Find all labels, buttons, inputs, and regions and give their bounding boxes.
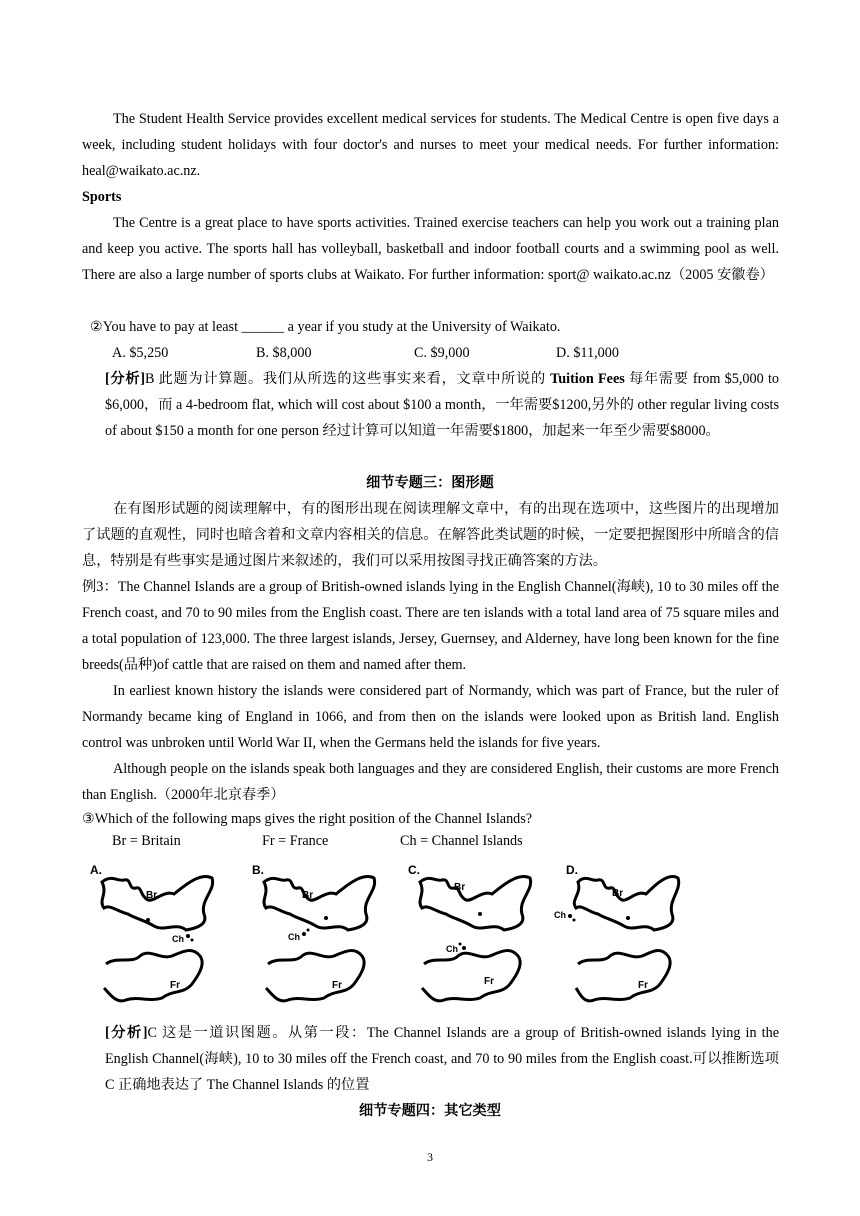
q2-option-c: C. $9,000 bbox=[414, 345, 470, 361]
map-a-letter: A. bbox=[90, 863, 102, 877]
example3-paragraph3: Although people on the islands speak both languages and they are considered English, their customs are more French than English.（2000年北京春季） bbox=[82, 761, 779, 803]
map-d-br-label: Br bbox=[612, 888, 624, 899]
section3-intro: 在有图形试题的阅读理解中，有的图形出现在阅读理解文章中，有的出现在选项中，这些图片的出现增加了试题的直观性，同时也暗含着和文章内容相关的信息。在解答此类试题的时候，一定要把握图形中所暗含的信息，特别是有些事实是通过图片来叙述的，我们可以采用按图寻找正确答案的方法。 bbox=[82, 501, 779, 569]
question-3: ③Which of the following maps gives the right position of the Channel Islands? bbox=[82, 811, 533, 827]
map-a-london-dot bbox=[146, 918, 150, 922]
analysis-text: C 这是一道识图题。从第一段：The Channel Islands are a group of British-owned islands lying in the English Channel(海峡), 10 to 30 miles off the French coast, and 70 to 90 miles from the English coast.可以推断选项 C 正确地表达了 The Channel Islands 的位置 bbox=[105, 1025, 780, 1093]
map-a-island-dot bbox=[191, 939, 194, 942]
france-outline bbox=[266, 951, 364, 1001]
map-a-ch-label: Ch bbox=[172, 934, 184, 944]
legend-channel-islands: Ch = Channel Islands bbox=[400, 833, 523, 849]
section3-heading: 细节专题三：图形题 bbox=[366, 475, 494, 491]
q2-analysis bbox=[105, 366, 779, 444]
france-outline bbox=[576, 951, 670, 1001]
map-d-island-dot bbox=[573, 919, 576, 922]
section4-heading: 细节专题四：其它类型 bbox=[359, 1103, 501, 1119]
q2-option-b: B. $8,000 bbox=[256, 345, 312, 361]
map-b-fr-label: Fr bbox=[332, 980, 342, 991]
map-c-ch-label: Ch bbox=[446, 944, 458, 954]
analysis-text-bold: Tuition Fees bbox=[550, 371, 625, 387]
map-a-fr-label: Fr bbox=[170, 980, 180, 991]
sports-heading: Sports bbox=[82, 189, 122, 205]
map-c-br-label: Br bbox=[454, 882, 466, 893]
map-b bbox=[250, 860, 384, 1006]
example3-paragraph2: In earliest known history the islands were considered part of Normandy, which was part of France, but the ruler of Normandy became king of England in 1066, and from then on the islands were looked upon as British land. English control was unbroken until World War II, when the Germans held the islands for five years. bbox=[82, 683, 779, 751]
map-d-letter: D. bbox=[566, 863, 578, 877]
france-outline bbox=[422, 951, 520, 1001]
map-c bbox=[406, 860, 540, 1006]
question-2: ②You have to pay at least ______ a year if you study at the University of Waikato. bbox=[90, 319, 561, 335]
map-b-br-label: Br bbox=[302, 890, 314, 901]
britain-outline bbox=[102, 877, 213, 930]
health-paragraph: The Student Health Service provides excellent medical services for students. The Medical Centre is open five days a week, including student holidays with four doctor's and nurses to meet your medical needs. For further information: heal@waikato.ac.nz. bbox=[82, 111, 779, 179]
map-c-island-dot bbox=[459, 943, 462, 946]
map-d-ch-label: Ch bbox=[554, 910, 566, 920]
map-b-london-dot bbox=[324, 916, 328, 920]
legend-france: Fr = France bbox=[262, 833, 329, 849]
sports-paragraph: The Centre is a great place to have sports activities. Trained exercise teachers can help you work out a training plan and keep you active. The sports hall has volleyball, basketball and indoor football courts and a swimming pool as well. There are also a large number of sports clubs at Waikato. For further information: sport@ waikato.ac.nz（2005 安徽卷） bbox=[82, 215, 779, 283]
map-d-fr-label: Fr bbox=[638, 980, 648, 991]
q2-option-a: A. $5,250 bbox=[112, 345, 169, 361]
map-d bbox=[552, 860, 686, 1006]
britain-outline bbox=[264, 877, 375, 930]
britain-outline bbox=[420, 877, 531, 930]
map-c-fr-label: Fr bbox=[484, 976, 494, 987]
analysis-tag: [分析] bbox=[105, 1025, 148, 1041]
map-d-london-dot bbox=[626, 916, 630, 920]
map-b-letter: B. bbox=[252, 863, 264, 877]
example3-paragraph1: 例3：The Channel Islands are a group of British-owned islands lying in the English Channel(海峡), 10 to 30 miles off the French coast, and 70 to 90 miles from the English coast. There are ten islands with a total land area of 75 square miles and a total population of 123,000. The three largest islands, Jersey, Guernsey, and Alderney, have long been known for the fine breeds(品种)of cattle that are raised on them and named after them. bbox=[82, 579, 779, 673]
q3-analysis bbox=[105, 1020, 779, 1098]
legend-britain: Br = Britain bbox=[112, 833, 181, 849]
map-a-br-label: Br bbox=[146, 890, 158, 901]
analysis-tag: [分析] bbox=[105, 371, 145, 387]
map-c-islands bbox=[462, 946, 466, 950]
map-a bbox=[88, 860, 222, 1006]
map-b-islands bbox=[302, 932, 306, 936]
page-number: 3 bbox=[427, 1150, 433, 1164]
map-b-island-dot bbox=[307, 929, 310, 932]
map-c-letter: C. bbox=[408, 863, 420, 877]
q2-option-d: D. $11,000 bbox=[556, 345, 619, 361]
analysis-text-pre: B 此题为计算题。我们从所选的这些事实来看，文章中所说的 bbox=[144, 371, 551, 387]
map-c-london-dot bbox=[478, 912, 482, 916]
map-d-islands bbox=[568, 914, 572, 918]
map-a-islands bbox=[186, 934, 190, 938]
britain-outline bbox=[574, 877, 678, 930]
france-outline bbox=[104, 951, 202, 1001]
map-b-ch-label: Ch bbox=[288, 932, 300, 942]
analysis-text-post: 每年需要 from $5,000 to $6,000，而 a 4-bedroom flat, which will cost about $100 a month，一年需要$1200,另外的 other regular living costs of about $150 a month for one person 经过计算可以知道一年需要$1800，加起来一年至少需要$8000。 bbox=[105, 371, 779, 439]
